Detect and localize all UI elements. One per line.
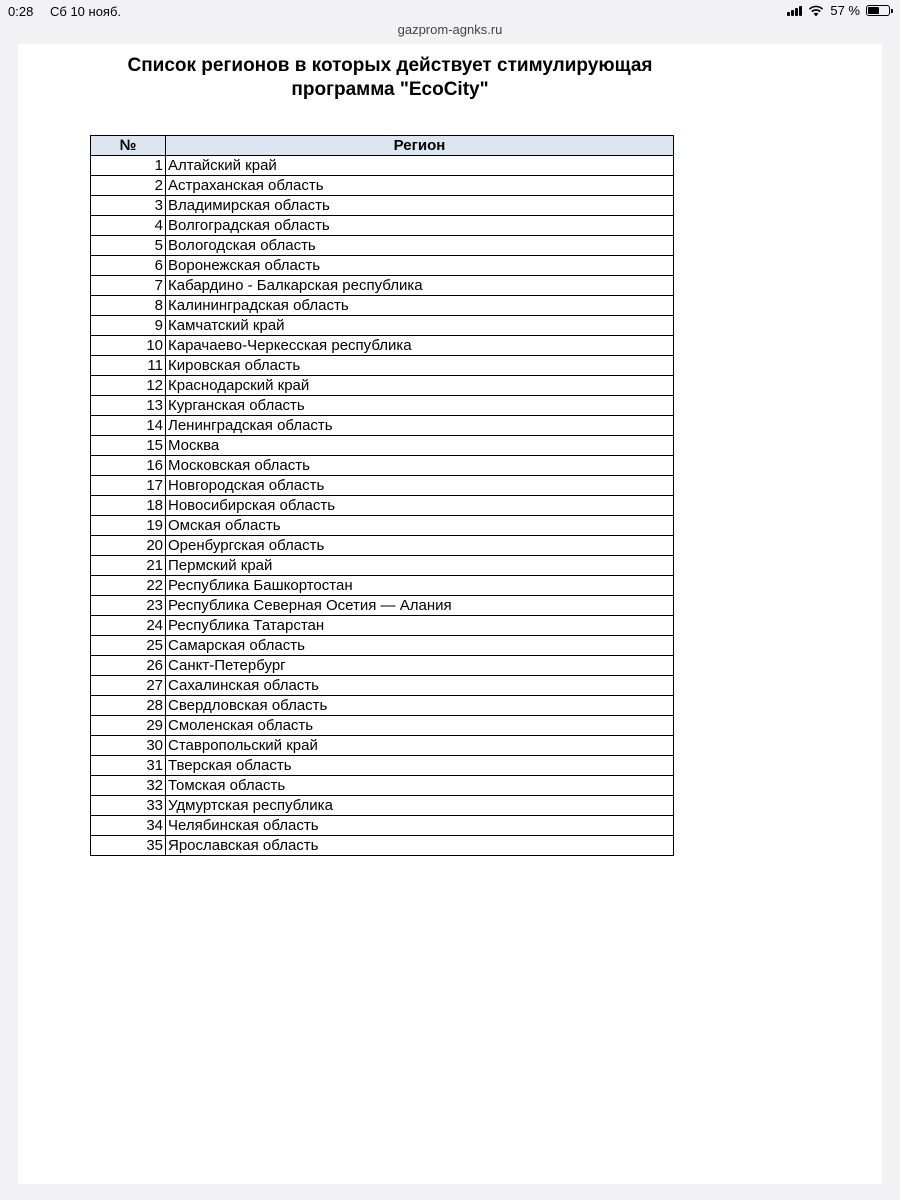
battery-icon bbox=[866, 5, 890, 16]
row-number: 28 bbox=[91, 696, 166, 716]
table-row bbox=[91, 296, 674, 316]
document-title bbox=[90, 54, 690, 102]
battery-percent: 57 % bbox=[830, 3, 860, 18]
status-time: 0:28 bbox=[8, 4, 34, 19]
row-region: Новгородская область bbox=[166, 476, 674, 496]
table-row bbox=[91, 636, 674, 656]
table-row bbox=[91, 476, 674, 496]
wifi-icon bbox=[808, 5, 824, 17]
row-number: 3 bbox=[91, 196, 166, 216]
table-header-row bbox=[91, 136, 674, 156]
table-row bbox=[91, 616, 674, 636]
row-number: 1 bbox=[91, 156, 166, 176]
row-number: 18 bbox=[91, 496, 166, 516]
row-region: Краснодарский край bbox=[166, 376, 674, 396]
table-row bbox=[91, 176, 674, 196]
table-row bbox=[91, 796, 674, 816]
row-number: 2 bbox=[91, 176, 166, 196]
row-region: Калининградская область bbox=[166, 296, 674, 316]
table-row bbox=[91, 196, 674, 216]
row-region: Московская область bbox=[166, 456, 674, 476]
row-region: Камчатский край bbox=[166, 316, 674, 336]
cellular-signal-icon bbox=[787, 6, 802, 16]
row-region: Санкт-Петербург bbox=[166, 656, 674, 676]
row-number: 21 bbox=[91, 556, 166, 576]
row-number: 27 bbox=[91, 676, 166, 696]
table-row bbox=[91, 576, 674, 596]
row-number: 8 bbox=[91, 296, 166, 316]
row-number: 5 bbox=[91, 236, 166, 256]
table-row bbox=[91, 756, 674, 776]
table-row bbox=[91, 456, 674, 476]
title-line-2: программа "EcoCity" bbox=[291, 79, 489, 100]
row-number: 19 bbox=[91, 516, 166, 536]
row-number: 15 bbox=[91, 436, 166, 456]
battery-level bbox=[868, 7, 879, 14]
row-number: 25 bbox=[91, 636, 166, 656]
table-row bbox=[91, 836, 674, 856]
row-number: 14 bbox=[91, 416, 166, 436]
row-region: Челябинская область bbox=[166, 816, 674, 836]
row-region: Алтайский край bbox=[166, 156, 674, 176]
table-row bbox=[91, 656, 674, 676]
row-number: 13 bbox=[91, 396, 166, 416]
row-number: 24 bbox=[91, 616, 166, 636]
row-region: Сахалинская область bbox=[166, 676, 674, 696]
table-row bbox=[91, 736, 674, 756]
table-row bbox=[91, 436, 674, 456]
row-region: Ставропольский край bbox=[166, 736, 674, 756]
row-number: 11 bbox=[91, 356, 166, 376]
row-number: 7 bbox=[91, 276, 166, 296]
table-row bbox=[91, 256, 674, 276]
table-row bbox=[91, 236, 674, 256]
row-region: Томская область bbox=[166, 776, 674, 796]
row-region: Астраханская область bbox=[166, 176, 674, 196]
table-row bbox=[91, 596, 674, 616]
status-bar bbox=[0, 0, 900, 22]
title-line-1: Список регионов в которых действует стимулирующая bbox=[127, 55, 653, 76]
row-number: 16 bbox=[91, 456, 166, 476]
row-region: Ярославская область bbox=[166, 836, 674, 856]
table-row bbox=[91, 676, 674, 696]
table-row bbox=[91, 276, 674, 296]
row-number: 34 bbox=[91, 816, 166, 836]
row-region: Республика Башкортостан bbox=[166, 576, 674, 596]
row-number: 35 bbox=[91, 836, 166, 856]
row-region: Удмуртская республика bbox=[166, 796, 674, 816]
status-indicators bbox=[787, 3, 890, 18]
table-row bbox=[91, 376, 674, 396]
row-region: Пермский край bbox=[166, 556, 674, 576]
row-number: 6 bbox=[91, 256, 166, 276]
row-number: 31 bbox=[91, 756, 166, 776]
row-number: 9 bbox=[91, 316, 166, 336]
row-region: Омская область bbox=[166, 516, 674, 536]
table-row bbox=[91, 516, 674, 536]
row-region: Республика Северная Осетия — Алания bbox=[166, 596, 674, 616]
row-region: Волгоградская область bbox=[166, 216, 674, 236]
regions-table bbox=[90, 135, 674, 856]
row-region: Оренбургская область bbox=[166, 536, 674, 556]
row-region: Смоленская область bbox=[166, 716, 674, 736]
row-region: Самарская область bbox=[166, 636, 674, 656]
table-row bbox=[91, 336, 674, 356]
row-region: Карачаево-Черкесская республика bbox=[166, 336, 674, 356]
row-region: Вологодская область bbox=[166, 236, 674, 256]
row-region: Москва bbox=[166, 436, 674, 456]
table-row bbox=[91, 156, 674, 176]
row-number: 22 bbox=[91, 576, 166, 596]
table-row bbox=[91, 816, 674, 836]
table-row bbox=[91, 396, 674, 416]
header-region: Регион bbox=[166, 136, 674, 156]
table-row bbox=[91, 776, 674, 796]
row-region: Новосибирская область bbox=[166, 496, 674, 516]
row-number: 23 bbox=[91, 596, 166, 616]
table-row bbox=[91, 416, 674, 436]
table-row bbox=[91, 556, 674, 576]
row-number: 32 bbox=[91, 776, 166, 796]
row-region: Свердловская область bbox=[166, 696, 674, 716]
row-number: 12 bbox=[91, 376, 166, 396]
table-row bbox=[91, 216, 674, 236]
row-region: Кировская область bbox=[166, 356, 674, 376]
row-number: 29 bbox=[91, 716, 166, 736]
row-region: Владимирская область bbox=[166, 196, 674, 216]
row-region: Тверская область bbox=[166, 756, 674, 776]
row-number: 26 bbox=[91, 656, 166, 676]
table-row bbox=[91, 696, 674, 716]
address-bar[interactable]: gazprom-agnks.ru bbox=[397, 22, 503, 37]
document-page bbox=[18, 44, 882, 1184]
table-row bbox=[91, 316, 674, 336]
status-date: Сб 10 нояб. bbox=[50, 4, 122, 19]
row-region: Воронежская область bbox=[166, 256, 674, 276]
row-number: 4 bbox=[91, 216, 166, 236]
row-region: Республика Татарстан bbox=[166, 616, 674, 636]
table-row bbox=[91, 536, 674, 556]
row-region: Курганская область bbox=[166, 396, 674, 416]
row-region: Кабардино - Балкарская республика bbox=[166, 276, 674, 296]
table-row bbox=[91, 496, 674, 516]
row-number: 17 bbox=[91, 476, 166, 496]
row-region: Ленинградская область bbox=[166, 416, 674, 436]
table-row bbox=[91, 356, 674, 376]
row-number: 10 bbox=[91, 336, 166, 356]
header-number: № bbox=[91, 136, 166, 156]
table-row bbox=[91, 716, 674, 736]
row-number: 33 bbox=[91, 796, 166, 816]
row-number: 30 bbox=[91, 736, 166, 756]
row-number: 20 bbox=[91, 536, 166, 556]
